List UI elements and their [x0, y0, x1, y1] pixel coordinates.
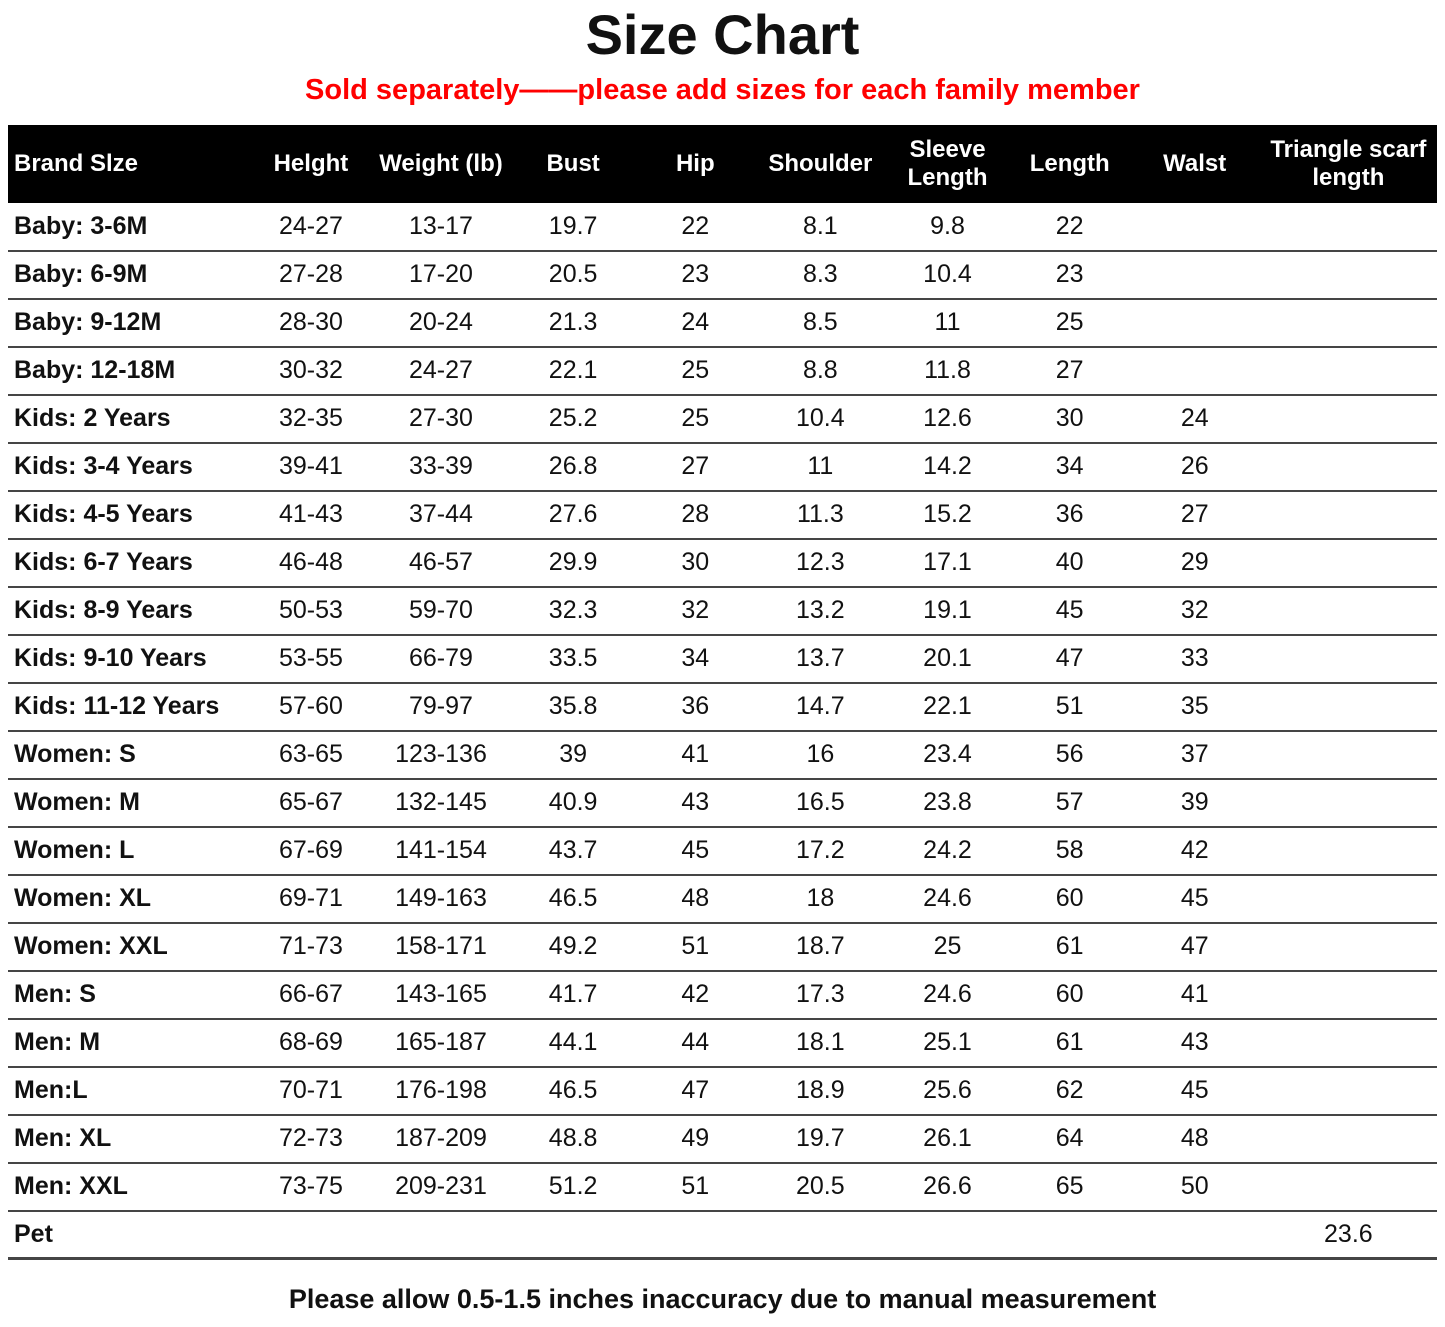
cell: 12.3 [796, 548, 845, 577]
column-header: Triangle scarf length [1270, 136, 1427, 191]
cell [1260, 923, 1437, 971]
cell: 19.7 [796, 1124, 845, 1153]
column-header: Shoulder [768, 149, 873, 177]
table-row [8, 827, 1437, 875]
cell: 45 [1180, 884, 1209, 913]
cell: 209-231 [395, 1172, 487, 1201]
cell: 59-70 [408, 596, 473, 625]
cell: 24-27 [278, 211, 343, 240]
cell [1260, 1163, 1437, 1211]
cell: 20.5 [548, 260, 598, 289]
cell: 12.6 [923, 404, 972, 433]
cell: 141-154 [395, 836, 487, 865]
cell [371, 1211, 511, 1259]
cell: 65 [1055, 1172, 1084, 1201]
cell: 27 [681, 452, 710, 481]
cell: 57-60 [278, 692, 343, 721]
cell: 29.9 [548, 548, 598, 577]
column-header: Brand Slze [14, 149, 139, 177]
cell: 34 [1055, 452, 1084, 481]
cell: 28-30 [278, 308, 343, 337]
cell: 42 [1180, 836, 1209, 865]
cell: 49.2 [548, 932, 598, 961]
cell: 27 [1180, 500, 1209, 529]
size-table-header-row [8, 125, 1437, 203]
cell: 24 [1180, 404, 1209, 433]
cell: 26 [1180, 452, 1209, 481]
size-table [8, 125, 1437, 1261]
cell: 51 [681, 1172, 710, 1201]
cell: 48 [681, 884, 710, 913]
cell: 73-75 [278, 1172, 343, 1201]
table-row [8, 923, 1437, 971]
cell: 40 [1055, 548, 1084, 577]
cell: 47 [1180, 932, 1209, 961]
cell: 46.5 [548, 1076, 598, 1105]
cell: 165-187 [395, 1028, 487, 1057]
cell: 41.7 [548, 980, 598, 1009]
cell: 176-198 [395, 1076, 487, 1105]
cell: 63-65 [278, 740, 343, 769]
cell: 33.5 [548, 644, 598, 673]
cell: 51.2 [548, 1172, 598, 1201]
table-row [8, 779, 1437, 827]
cell: 9.8 [930, 211, 965, 240]
row-label: Baby: 12-18M [14, 356, 176, 385]
table-row [8, 443, 1437, 491]
row-label: Baby: 6-9M [14, 260, 148, 289]
cell [1260, 875, 1437, 923]
cell [1260, 971, 1437, 1019]
table-row [8, 1019, 1437, 1067]
row-label: Men: XL [14, 1124, 112, 1153]
table-row [8, 395, 1437, 443]
cell: 39-41 [278, 452, 343, 481]
row-label: Men: S [14, 980, 96, 1009]
cell: 11.3 [796, 500, 844, 529]
cell: 22.1 [923, 692, 972, 721]
table-row [8, 971, 1437, 1019]
cell: 22.1 [548, 356, 598, 385]
cell: 24.6 [923, 980, 972, 1009]
row-label: Women: L [14, 836, 135, 865]
cell: 44 [681, 1028, 710, 1057]
column-header: Helght [273, 149, 349, 177]
cell: 29 [1180, 548, 1209, 577]
cell: 27-30 [408, 404, 473, 433]
cell: 36 [1055, 500, 1084, 529]
row-label: Kids: 3-4 Years [14, 452, 193, 481]
cell: 65-67 [278, 788, 343, 817]
cell: 33 [1180, 644, 1209, 673]
cell: 57 [1055, 788, 1084, 817]
row-label: Kids: 11-12 Years [14, 692, 220, 721]
cell: 39 [559, 740, 588, 769]
table-row [8, 1211, 1437, 1259]
cell: 50 [1180, 1172, 1209, 1201]
cell: 62 [1055, 1076, 1084, 1105]
cell: 72-73 [278, 1124, 343, 1153]
cell: 35.8 [548, 692, 598, 721]
column-header: Walst [1163, 149, 1227, 177]
row-label: Kids: 4-5 Years [14, 500, 193, 529]
cell: 71-73 [278, 932, 343, 961]
cell: 17.2 [796, 836, 845, 865]
cell [1260, 251, 1437, 299]
cell: 66-67 [278, 980, 343, 1009]
cell: 13-17 [408, 211, 473, 240]
cell: 30-32 [278, 356, 343, 385]
size-table-body [8, 203, 1437, 1259]
cell [1130, 347, 1260, 395]
cell: 11.8 [924, 356, 971, 385]
cell [1130, 1211, 1260, 1259]
cell: 37-44 [408, 500, 473, 529]
cell [1260, 443, 1437, 491]
cell [1260, 347, 1437, 395]
cell [1260, 827, 1437, 875]
row-label: Pet [14, 1219, 53, 1248]
cell: 60 [1055, 884, 1084, 913]
cell [1260, 635, 1437, 683]
cell [885, 1211, 1009, 1259]
row-label: Men: M [14, 1028, 101, 1057]
cell: 27-28 [278, 260, 343, 289]
cell: 23.6 [1324, 1219, 1373, 1248]
cell: 28 [681, 500, 710, 529]
row-label: Women: XXL [14, 932, 168, 961]
cell [1260, 731, 1437, 779]
cell: 14.7 [796, 692, 845, 721]
cell: 39 [1180, 788, 1209, 817]
cell [1260, 299, 1437, 347]
cell: 8.8 [802, 356, 838, 385]
table-row [8, 875, 1437, 923]
cell: 41 [681, 740, 710, 769]
cell: 47 [681, 1076, 710, 1105]
cell: 46-48 [278, 548, 343, 577]
cell: 158-171 [395, 932, 487, 961]
cell: 11 [807, 452, 834, 481]
cell: 25 [933, 932, 962, 961]
cell: 149-163 [395, 884, 487, 913]
cell [1260, 779, 1437, 827]
cell: 48 [1180, 1124, 1209, 1153]
cell: 24-27 [408, 356, 473, 385]
cell: 24 [681, 308, 710, 337]
cell: 123-136 [395, 740, 487, 769]
cell: 56 [1055, 740, 1084, 769]
cell: 25.2 [548, 404, 598, 433]
table-row [8, 539, 1437, 587]
row-label: Kids: 8-9 Years [14, 596, 193, 625]
cell: 42 [681, 980, 710, 1009]
cell: 32 [681, 596, 710, 625]
footer-note: Please allow 0.5-1.5 inches inaccuracy due to manual measurement [288, 1284, 1157, 1315]
cell: 24.2 [923, 836, 972, 865]
cell: 45 [681, 836, 710, 865]
cell: 30 [1055, 404, 1084, 433]
cell: 11 [934, 308, 961, 337]
table-row [8, 731, 1437, 779]
cell: 70-71 [278, 1076, 343, 1105]
cell: 23.4 [923, 740, 972, 769]
cell: 15.2 [923, 500, 972, 529]
cell [1130, 251, 1260, 299]
cell [1260, 1019, 1437, 1067]
cell [1260, 683, 1437, 731]
cell: 45 [1055, 596, 1084, 625]
cell: 26.6 [923, 1172, 972, 1201]
cell: 17.1 [923, 548, 972, 577]
table-row [8, 635, 1437, 683]
cell: 23 [1055, 260, 1084, 289]
cell: 43 [1180, 1028, 1209, 1057]
cell: 19.7 [548, 211, 598, 240]
cell [755, 1211, 885, 1259]
cell: 20.1 [923, 644, 972, 673]
cell: 8.1 [802, 211, 838, 240]
cell: 64 [1055, 1124, 1084, 1153]
cell: 30 [681, 548, 710, 577]
cell: 187-209 [395, 1124, 487, 1153]
cell: 18.7 [796, 932, 845, 961]
column-header: Weight (lb) [379, 149, 503, 177]
cell: 67-69 [278, 836, 343, 865]
cell: 25 [1055, 308, 1084, 337]
cell: 40.9 [548, 788, 598, 817]
cell: 26.8 [548, 452, 598, 481]
cell: 19.1 [923, 596, 972, 625]
cell: 25.6 [923, 1076, 972, 1105]
column-header: Length [1029, 149, 1110, 177]
cell: 32.3 [548, 596, 598, 625]
cell [1260, 1115, 1437, 1163]
cell: 35 [1180, 692, 1209, 721]
table-row [8, 491, 1437, 539]
cell: 43.7 [548, 836, 598, 865]
cell [1260, 1067, 1437, 1115]
cell: 132-145 [395, 788, 487, 817]
table-row [8, 299, 1437, 347]
cell [1260, 203, 1437, 251]
cell: 16.5 [796, 788, 845, 817]
cell: 43 [681, 788, 710, 817]
row-label: Baby: 9-12M [14, 308, 162, 337]
table-row [8, 1067, 1437, 1115]
table-row [8, 1163, 1437, 1211]
table-row [8, 587, 1437, 635]
cell: 25.1 [923, 1028, 972, 1057]
cell: 34 [681, 644, 710, 673]
row-label: Kids: 6-7 Years [14, 548, 193, 577]
cell: 66-79 [408, 644, 473, 673]
cell: 36 [681, 692, 710, 721]
cell: 8.3 [802, 260, 838, 289]
cell: 68-69 [278, 1028, 343, 1057]
cell: 17-20 [408, 260, 473, 289]
row-label: Kids: 2 Years [14, 404, 171, 433]
cell [1260, 395, 1437, 443]
table-row [8, 1115, 1437, 1163]
cell: 20-24 [408, 308, 473, 337]
row-label: Women: S [14, 740, 136, 769]
cell: 14.2 [923, 452, 972, 481]
row-label: Men:L [14, 1076, 88, 1105]
cell: 18.1 [796, 1028, 845, 1057]
cell: 21.3 [548, 308, 598, 337]
cell: 51 [681, 932, 710, 961]
column-header: Bust [546, 149, 600, 177]
cell: 44.1 [548, 1028, 598, 1057]
table-row [8, 203, 1437, 251]
cell: 47 [1055, 644, 1084, 673]
cell [1010, 1211, 1130, 1259]
cell: 10.4 [923, 260, 972, 289]
cell: 18 [806, 884, 835, 913]
cell: 48.8 [548, 1124, 598, 1153]
cell: 60 [1055, 980, 1084, 1009]
column-header: Hip [675, 149, 715, 177]
cell: 27.6 [548, 500, 598, 529]
cell: 69-71 [278, 884, 343, 913]
cell: 51 [1055, 692, 1084, 721]
cell: 23.8 [923, 788, 972, 817]
row-label: Women: XL [14, 884, 152, 913]
cell [635, 1211, 755, 1259]
cell: 16 [806, 740, 835, 769]
row-label: Men: XXL [14, 1172, 128, 1201]
page-subtitle: Sold separately——please add sizes for each family member [305, 73, 1140, 106]
column-header: Sleeve Length [907, 136, 988, 191]
cell: 32 [1180, 596, 1209, 625]
cell: 25 [681, 404, 710, 433]
cell: 13.7 [796, 644, 845, 673]
table-row [8, 347, 1437, 395]
cell: 8.5 [802, 308, 838, 337]
cell: 41 [1180, 980, 1209, 1009]
cell: 20.5 [796, 1172, 845, 1201]
cell: 61 [1055, 932, 1084, 961]
cell: 26.1 [923, 1124, 972, 1153]
cell: 27 [1055, 356, 1084, 385]
cell: 33-39 [408, 452, 473, 481]
cell: 45 [1180, 1076, 1209, 1105]
row-label: Baby: 3-6M [14, 211, 148, 240]
page-title: Size Chart [585, 3, 860, 66]
cell: 22 [1055, 211, 1084, 240]
cell [1130, 299, 1260, 347]
cell [1260, 587, 1437, 635]
cell: 143-165 [395, 980, 487, 1009]
cell: 25 [681, 356, 710, 385]
cell [251, 1211, 371, 1259]
cell: 46.5 [548, 884, 598, 913]
cell: 53-55 [278, 644, 343, 673]
cell [1260, 491, 1437, 539]
cell [1260, 539, 1437, 587]
cell: 32-35 [278, 404, 343, 433]
cell: 50-53 [278, 596, 343, 625]
table-row [8, 251, 1437, 299]
row-label: Women: M [14, 788, 140, 817]
cell: 41-43 [278, 500, 343, 529]
cell: 37 [1180, 740, 1209, 769]
cell: 17.3 [796, 980, 845, 1009]
table-row [8, 683, 1437, 731]
cell: 58 [1055, 836, 1084, 865]
cell [511, 1211, 635, 1259]
cell: 79-97 [408, 692, 473, 721]
cell: 13.2 [796, 596, 845, 625]
cell [1130, 203, 1260, 251]
row-label: Kids: 9-10 Years [14, 644, 207, 673]
cell: 18.9 [796, 1076, 845, 1105]
cell: 61 [1055, 1028, 1084, 1057]
cell: 46-57 [408, 548, 473, 577]
cell: 22 [681, 211, 710, 240]
cell: 49 [681, 1124, 710, 1153]
cell: 10.4 [796, 404, 845, 433]
cell: 24.6 [923, 884, 972, 913]
cell: 23 [681, 260, 710, 289]
